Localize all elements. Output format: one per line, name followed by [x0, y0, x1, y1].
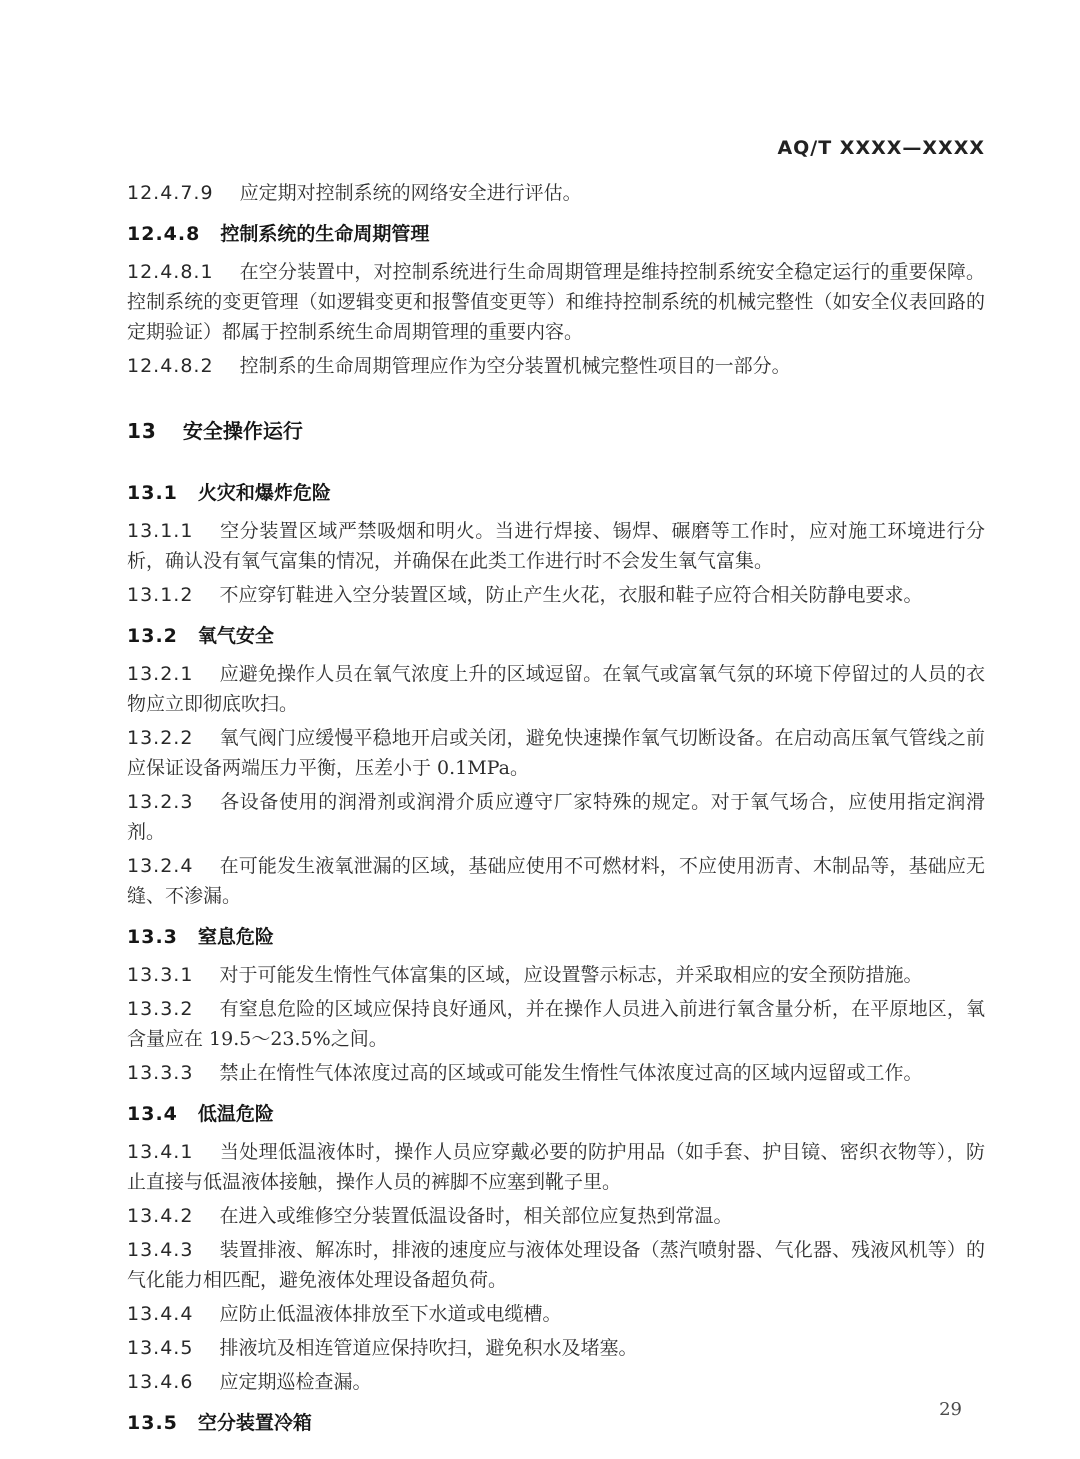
- page-number: 29: [939, 1399, 962, 1420]
- clause-text: 在可能发生液氧泄漏的区域，基础应使用不可燃材料，不应使用沥青、木制品等，基础应无缝、不渗漏。: [127, 855, 985, 907]
- clause-text: 有窒息危险的区域应保持良好通风，并在操作人员进入前进行氧含量分析，在平原地区，氧含量应在 19.5～23.5%之间。: [127, 998, 985, 1050]
- heading-text: 低温危险: [197, 1103, 274, 1125]
- clause-number: 12.4.7.9: [127, 182, 214, 204]
- clause-number: 13.2.3: [127, 791, 194, 813]
- clause-13-4-4: [127, 1299, 985, 1329]
- chapter-text: 安全操作运行: [182, 419, 303, 443]
- clause-number: 13.2.1: [127, 663, 194, 685]
- clause-number: 13.4.1: [127, 1141, 194, 1163]
- clause-number: 13.1.2: [127, 584, 194, 606]
- clause-text: 空分装置区域严禁吸烟和明火。当进行焊接、锡焊、碾磨等工作时，应对施工环境进行分析，确认没有氧气富集的情况，并确保在此类工作进行时不会发生氧气富集。: [127, 520, 985, 572]
- heading-number: 13.2: [127, 625, 178, 647]
- clause-number: 13.4.6: [127, 1371, 194, 1393]
- clause-13-4-5: [127, 1333, 985, 1363]
- clause-text: 排液坑及相连管道应保持吹扫，避免积水及堵塞。: [219, 1337, 638, 1359]
- clause-number: 13.3.3: [127, 1062, 194, 1084]
- clause-13-4-1: [127, 1137, 985, 1197]
- heading-13-5: [127, 1410, 985, 1437]
- clause-13-4-3: [127, 1235, 985, 1295]
- clause-number: 13.3.1: [127, 964, 194, 986]
- clause-12-4-8-2: [127, 351, 985, 381]
- heading-number: 13.3: [127, 926, 178, 948]
- heading-number: 12.4.8: [127, 223, 201, 245]
- clause-13-1-2: [127, 580, 985, 610]
- clause-13-2-2: [127, 723, 985, 783]
- clause-number: 12.4.8.1: [127, 261, 214, 283]
- clause-text: 应避免操作人员在氧气浓度上升的区域逗留。在氧气或富氧气氛的环境下停留过的人员的衣物应立即彻底吹扫。: [127, 663, 985, 715]
- clause-13-3-1: [127, 960, 985, 990]
- clause-number: 12.4.8.2: [127, 355, 214, 377]
- clause-text: 当处理低温液体时，操作人员应穿戴必要的防护用品（如手套、护目镜、密织衣物等），防止直接与低温液体接触，操作人员的裤脚不应塞到靴子里。: [127, 1141, 985, 1193]
- clause-number: 13.2.2: [127, 727, 194, 749]
- clause-text: 控制系的生命周期管理应作为空分装置机械完整性项目的一部分。: [239, 355, 791, 377]
- clause-number: 13.4.4: [127, 1303, 194, 1325]
- clause-text: 不应穿钉鞋进入空分装置区域，防止产生火花，衣服和鞋子应符合相关防静电要求。: [219, 584, 923, 606]
- clause-number: 13.4.2: [127, 1205, 194, 1227]
- heading-text: 空分装置冷箱: [197, 1412, 312, 1434]
- clause-text: 应定期巡检查漏。: [219, 1371, 372, 1393]
- clause-number: 13.3.2: [127, 998, 194, 1020]
- standard-code-header: AQ/T XXXX—XXXX: [777, 137, 985, 159]
- heading-13-2: [127, 623, 985, 650]
- clause-13-4-6: [127, 1367, 985, 1397]
- heading-text: 控制系统的生命周期管理: [220, 223, 430, 245]
- heading-text: 火灾和爆炸危险: [197, 482, 331, 504]
- clause-text: 禁止在惰性气体浓度过高的区域或可能发生惰性气体浓度过高的区域内逗留或工作。: [219, 1062, 923, 1084]
- clause-13-1-1: [127, 516, 985, 576]
- clause-number: 13.2.4: [127, 855, 194, 877]
- clause-12-4-8-1: [127, 257, 985, 347]
- clause-text: 应定期对控制系统的网络安全进行评估。: [239, 182, 582, 204]
- clause-text: 应防止低温液体排放至下水道或电缆槽。: [219, 1303, 562, 1325]
- clause-number: 13.4.5: [127, 1337, 194, 1359]
- heading-13-3: [127, 924, 985, 951]
- heading-number: 13.4: [127, 1103, 178, 1125]
- clause-13-2-3: [127, 787, 985, 847]
- clause-number: 13.4.3: [127, 1239, 194, 1261]
- heading-number: 13.5: [127, 1412, 178, 1434]
- clause-text: 各设备使用的润滑剂或润滑介质应遵守厂家特殊的规定。对于氧气场合，应使用指定润滑剂。: [127, 791, 985, 843]
- heading-number: 13.1: [127, 482, 178, 504]
- clause-text: 氧气阀门应缓慢平稳地开启或关闭，避免快速操作氧气切断设备。在启动高压氧气管线之前应保证设备两端压力平衡，压差小于 0.1MPa。: [127, 727, 985, 779]
- heading-text: 氧气安全: [197, 625, 274, 647]
- chapter-number: 13: [127, 419, 157, 443]
- clause-text: 对于可能发生惰性气体富集的区域，应设置警示标志，并采取相应的安全预防措施。: [219, 964, 923, 986]
- heading-12-4-8: [127, 221, 985, 248]
- heading-13-4: [127, 1101, 985, 1128]
- clause-13-4-2: [127, 1201, 985, 1231]
- clause-13-3-3: [127, 1058, 985, 1088]
- clause-13-2-4: [127, 851, 985, 911]
- clause-text: 装置排液、解冻时，排液的速度应与液体处理设备（蒸汽喷射器、气化器、残液风机等）的气化能力相匹配，避免液体处理设备超负荷。: [127, 1239, 985, 1291]
- clause-text: 在进入或维修空分装置低温设备时，相关部位应复热到常温。: [219, 1205, 733, 1227]
- heading-13-1: [127, 480, 985, 507]
- clause-13-2-1: [127, 659, 985, 719]
- clause-12-4-7-9: [127, 178, 985, 208]
- clause-13-3-2: [127, 994, 985, 1054]
- chapter-13: [127, 418, 985, 445]
- clause-text: 在空分装置中，对控制系统进行生命周期管理是维持控制系统安全稳定运行的重要保障。控制系统的变更管理（如逻辑变更和报警值变更等）和维持控制系统的机械完整性（如安全仪表回路的定期验证）都属于控制系统生命周期管理的重要内容。: [127, 261, 985, 343]
- clause-number: 13.1.1: [127, 520, 194, 542]
- heading-text: 窒息危险: [197, 926, 274, 948]
